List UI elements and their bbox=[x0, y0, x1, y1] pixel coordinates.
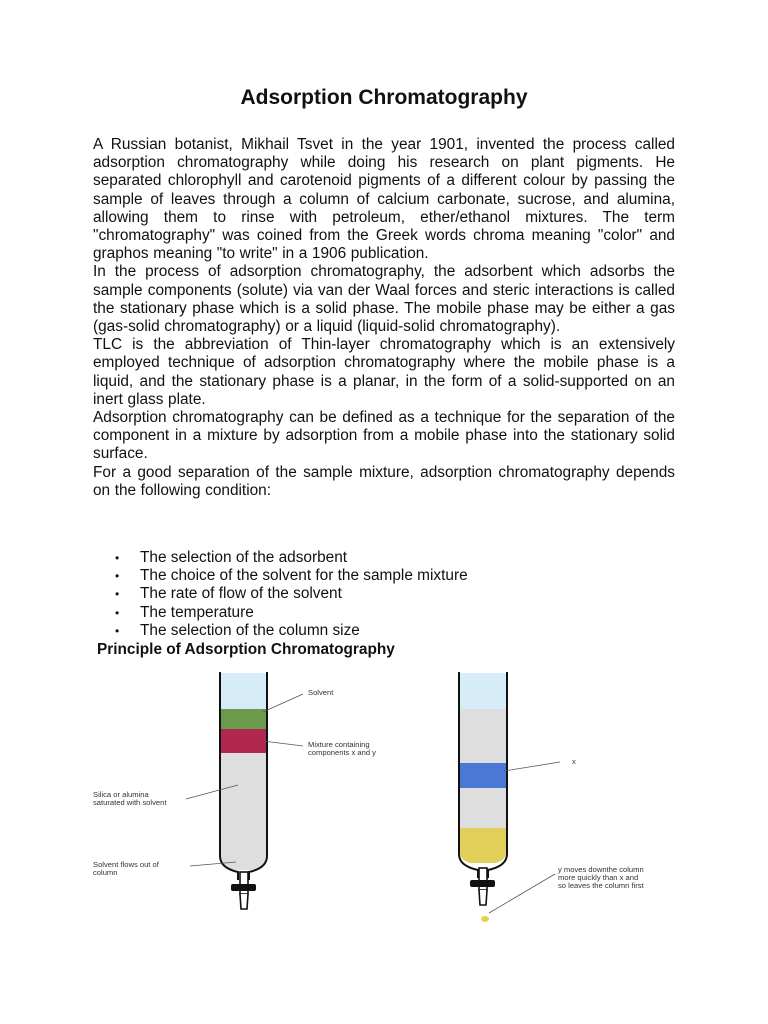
paragraph-conditions: For a good separation of the sample mixture, adsorption chromatography depends on the following condition: bbox=[93, 463, 675, 499]
paragraph-tlc: TLC is the abbreviation of Thin-layer chromatography which is an extensively employed technique of adsorption chromatography where the mobile phase is a liquid, and the stationary phase is a planar, in the form of a solid-supported on an inert glass plate. bbox=[93, 336, 675, 408]
label-solvent-flows: Solvent flows out of bbox=[93, 860, 159, 869]
eluted-drop bbox=[481, 916, 489, 922]
paragraph-stationary-phase: In the process of adsorption chromatography, the adsorbent which adsorbs the sample components (solute) via van der Waal forces and steric interactions is called the stationary phase which is a solid phase. The mobile phase may be either a gas (gas-solid chromatography) or a liquid (liquid-solid chromatography). bbox=[93, 263, 675, 336]
body-text bbox=[93, 136, 675, 500]
list-item: • The rate of flow of the solvent bbox=[93, 585, 675, 603]
column-tip bbox=[240, 894, 248, 909]
label-y: y moves downthe column bbox=[558, 865, 644, 874]
right-annotations bbox=[489, 757, 645, 913]
section-heading: Principle of Adsorption Chromatography bbox=[97, 641, 395, 658]
chromatography-diagram bbox=[0, 660, 768, 940]
silica-middle bbox=[460, 788, 506, 828]
list-item: • The temperature bbox=[93, 604, 675, 622]
label-mixture: Mixture containing bbox=[308, 740, 370, 749]
leader-line bbox=[263, 694, 303, 712]
silica-upper bbox=[460, 709, 506, 763]
column-right bbox=[459, 672, 507, 922]
mixture-band-green bbox=[221, 709, 266, 729]
label-solvent-flows: column bbox=[93, 868, 118, 877]
leader-line bbox=[263, 741, 303, 746]
column-left bbox=[220, 672, 267, 909]
stopcock-handle bbox=[470, 880, 495, 887]
conditions-list bbox=[93, 549, 675, 640]
label-silica: saturated with solvent bbox=[93, 798, 167, 807]
solvent-layer bbox=[221, 673, 266, 709]
solvent-layer bbox=[460, 673, 506, 709]
label-mixture: components x and y bbox=[308, 748, 376, 757]
label-solvent: Solvent bbox=[308, 688, 334, 697]
list-item: • The selection of the adsorbent bbox=[93, 549, 675, 567]
column-tip bbox=[479, 890, 487, 905]
list-item: • The selection of the column size bbox=[93, 622, 675, 640]
paragraph-definition: Adsorption chromatography can be defined as a technique for the separation of the component in a mixture by adsorption from a mobile phase into the stationary solid surface. bbox=[93, 409, 675, 463]
paragraph-history: A Russian botanist, Mikhail Tsvet in the year 1901, invented the process called adsorption chromatography while doing his research on plant pigments. He separated chlorophyll and carotenoid pigments of a different colour by passing the sample of leaves through a column of calcium carbonate, sucrose, and alumina, allowing them to rinse with petroleum, ether/ethanol mixtures. The term "chromatography" was coined from the Greek words chroma meaning "color" and graphos meaning "to write" in a 1906 publication. bbox=[93, 136, 675, 263]
stopcock-handle bbox=[231, 884, 256, 891]
mixture-band-crimson bbox=[221, 729, 266, 753]
leader-line bbox=[489, 874, 555, 913]
label-y: so leaves the column first bbox=[558, 881, 644, 890]
page-title: Adsorption Chromatography bbox=[240, 86, 528, 109]
list-item: • The choice of the solvent for the sample mixture bbox=[93, 567, 675, 585]
label-y: more quickly than x and bbox=[558, 873, 639, 882]
silica-packing bbox=[221, 753, 266, 870]
y-band bbox=[460, 828, 506, 863]
leader-line bbox=[504, 762, 560, 771]
label-silica: Silica or alumina bbox=[93, 790, 149, 799]
label-x: x bbox=[572, 757, 576, 766]
x-band bbox=[460, 763, 506, 788]
